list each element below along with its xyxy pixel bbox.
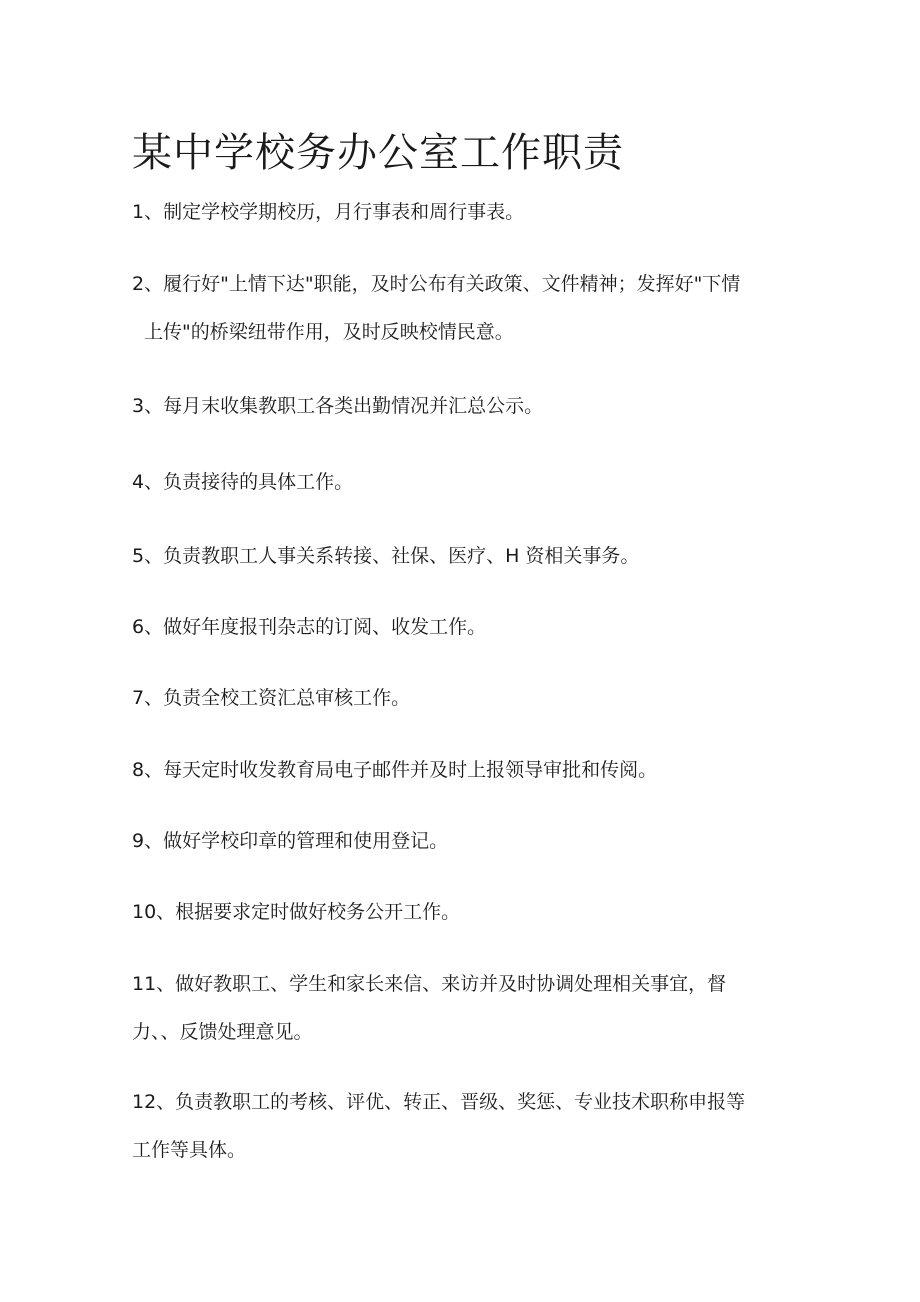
duty-item-7: [132, 674, 792, 722]
duty-item-text: 12、负责教职工的考核、评优、转正、晋级、奖惩、专业技术职称申报等: [132, 1091, 746, 1113]
page-title: 某中学校务办公室工作职责: [132, 130, 624, 176]
duty-item-text-continued: 工作等具体。: [132, 1139, 247, 1161]
duty-item-6: [132, 603, 792, 651]
duty-item-1: [132, 188, 792, 236]
duty-item-text: 11、做好教职工、学生和家长来信、来访并及时协调处理相关事宜，督: [132, 973, 727, 995]
duty-item-11: [132, 960, 792, 1056]
duty-item-9: [132, 817, 792, 865]
duty-item-text: 4、负责接待的具体工作。: [132, 471, 354, 493]
duty-item-4: [132, 458, 792, 506]
duty-item-5: [132, 532, 792, 580]
duty-item-text: 1、制定学校学期校历，月行事表和周行事表。: [132, 201, 525, 223]
duty-item-text: 2、履行好"上情下达"职能，及时公布有关政策、文件精神；发挥好"下情: [132, 273, 741, 295]
duty-item-10: [132, 888, 792, 936]
duty-item-text: 10、根据要求定时做好校务公开工作。: [132, 901, 461, 923]
duty-item-text-continued: 力、、反馈处理意见。: [132, 1021, 313, 1043]
duty-item-12: [132, 1078, 792, 1174]
duty-item-text-continued: 上传"的桥梁纽带作用，及时反映校情民意。: [144, 321, 514, 343]
duty-item-text: 8、每天定时收发教育局电子邮件并及时上报领导审批和传阅。: [132, 759, 658, 781]
duty-item-text: 5、负责教职工人事关系转接、社保、医疗、H 资相关事务。: [132, 545, 640, 567]
duty-item-text: 6、做好年度报刊杂志的订阅、收发工作。: [132, 616, 487, 638]
duty-item-text: 9、做好学校印章的管理和使用登记。: [132, 830, 449, 852]
duty-item-2: [132, 260, 792, 356]
duty-item-8: [132, 746, 792, 794]
duty-item-text: 3、每月末收集教职工各类出勤情况并汇总公示。: [132, 395, 544, 417]
duty-item-text: 7、负责全校工资汇总审核工作。: [132, 687, 411, 709]
duty-item-3: [132, 382, 792, 430]
